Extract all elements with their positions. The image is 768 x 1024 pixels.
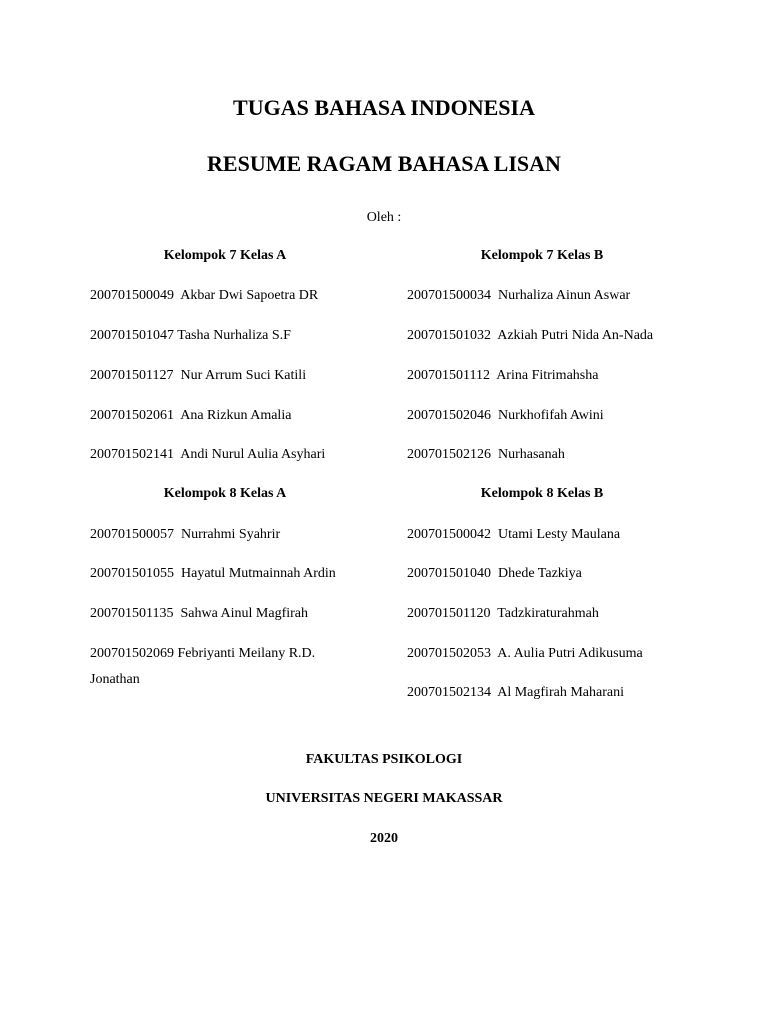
member-row: 200701501135 Sahwa Ainul Magfirah	[90, 606, 309, 621]
year: 2020	[370, 831, 398, 846]
member-row: 200701500034 Nurhaliza Ainun Aswar	[407, 288, 631, 303]
member-row: 200701501032 Azkiah Putri Nida An-Nada	[407, 328, 654, 343]
member-row: 200701501112 Arina Fitrimahsha	[407, 368, 599, 383]
university-name: UNIVERSITAS NEGERI MAKASSAR	[265, 791, 503, 806]
member-row: 200701502053 A. Aulia Putri Adikusuma	[407, 646, 643, 661]
group-heading-7a: Kelompok 7 Kelas A	[163, 248, 287, 263]
member-row: 200701502046 Nurkhofifah Awini	[407, 408, 604, 423]
member-row: 200701500042 Utami Lesty Maulana	[407, 527, 621, 542]
member-row: 200701502126 Nurhasanah	[407, 447, 565, 462]
faculty-name: FAKULTAS PSIKOLOGI	[305, 752, 463, 767]
member-row: 200701502141 Andi Nurul Aulia Asyhari	[90, 447, 326, 462]
document-subtitle: RESUME RAGAM BAHASA LISAN	[207, 151, 561, 176]
document-title: TUGAS BAHASA INDONESIA	[233, 95, 535, 120]
member-row: 200701502069 Febriyanti Meilany R.D. Jonathan	[90, 646, 316, 687]
member-row: 200701502134 Al Magfirah Maharani	[407, 685, 624, 700]
member-row: 200701501047 Tasha Nurhaliza S.F	[90, 328, 291, 343]
group-heading-8a: Kelompok 8 Kelas A	[163, 486, 287, 501]
member-row: 200701502061 Ana Rizkun Amalia	[90, 408, 292, 423]
member-row: 200701501120 Tadzkiraturahmah	[407, 606, 599, 621]
member-row: 200701500057 Nurrahmi Syahrir	[90, 527, 281, 542]
member-row: 200701500049 Akbar Dwi Sapoetra DR	[90, 288, 319, 303]
by-label: Oleh :	[366, 210, 402, 225]
group-heading-8b: Kelompok 8 Kelas B	[480, 486, 604, 501]
member-row: 200701501127 Nur Arrum Suci Katili	[90, 368, 307, 383]
member-row: 200701501040 Dhede Tazkiya	[407, 566, 582, 581]
group-heading-7b: Kelompok 7 Kelas B	[480, 248, 604, 263]
member-row: 200701501055 Hayatul Mutmainnah Ardin	[90, 566, 336, 581]
